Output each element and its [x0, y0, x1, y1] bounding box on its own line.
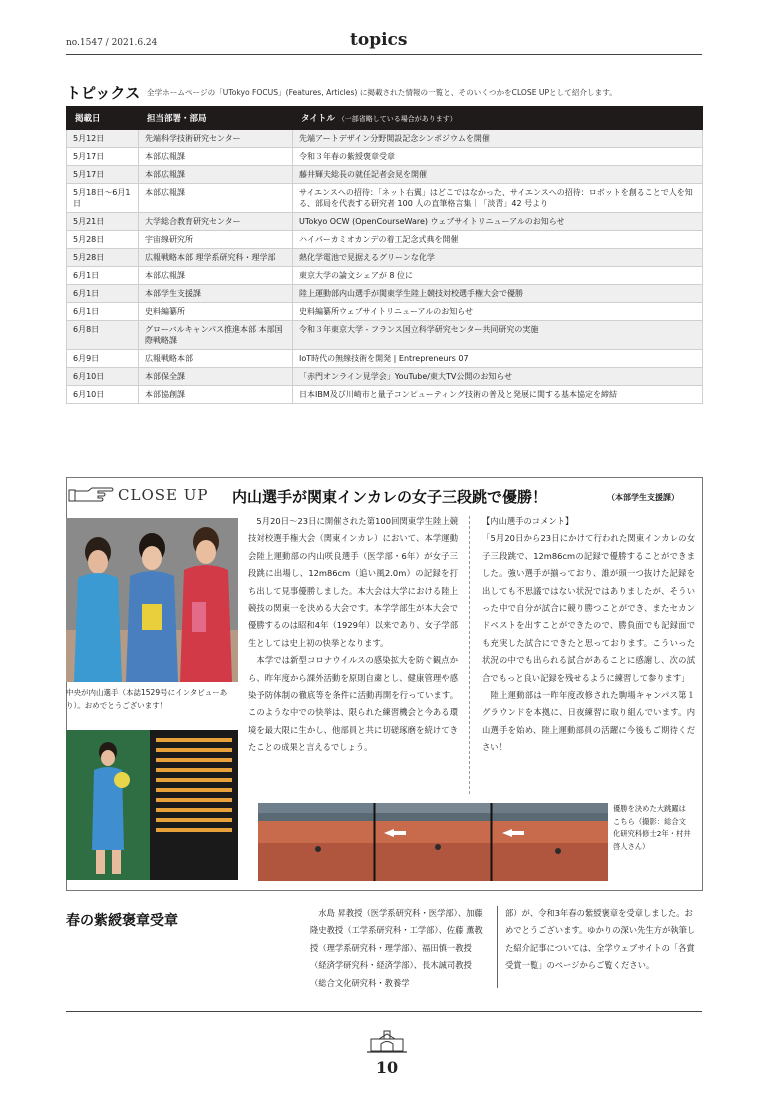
podium-photo-art: [66, 518, 238, 682]
cell-date: 6月10日: [67, 368, 139, 386]
cell-date: 5月28日: [67, 249, 139, 267]
cell-date: 6月8日: [67, 321, 139, 350]
column-header-title: [293, 107, 703, 130]
table-header-row: [67, 107, 703, 130]
table-row: [67, 285, 703, 303]
cell-title[interactable]: 「赤門オンライン見学会」YouTube/東大TV公開のお知らせ: [293, 368, 703, 386]
cell-title[interactable]: 令和３年春の紫綬褒章受章: [293, 148, 703, 166]
issue-number: no.1547 / 2021.6.24: [66, 38, 158, 48]
cell-date: 6月9日: [67, 350, 139, 368]
table-row: [67, 148, 703, 166]
cell-date: 6月1日: [67, 267, 139, 285]
header-rule: [66, 54, 702, 55]
column-header-title-text: タイトル: [301, 114, 335, 124]
award-body-first: 水島 昇教授（医学系研究科・医学部）、加藤隆史教授（工学系研究科・工学部）、佐藤 薫教授（理学系研究科・理学部）、福田慎一教授（経済学研究科・経済学部）、長木誠司教授（総合文化研究科・教養学: [310, 908, 483, 988]
closeup-body-main: 5月20日～23日に開催された第100回関東学生陸上競技対校選手権大会（関東インカレ）において、本学運動会陸上運動部の内山咲良選手（医学部・6年）が女子三段跳に出場し、12m86cm（追い風2.0m）の記録を打ち出して見事優勝しました。本大会は大学における陸上競技の関東一を決める大会です。本学学部生が本大会で優勝するのは昭和4年（1929年）以来であり、女子学部生としては史上初の快挙となります。 本学では新型コロナウイルスの感染拡大を防ぐ観点から、昨年度から課外活動を原則自粛とし、健康管理や感染予防体制の徹底等を条件に活動再開を行っています。このような中での快挙は、限られた練習機会と今ある環境を最大限に生かし、他部員と共に切磋琢磨を続けてきたことの成果と言えるでしょう。: [248, 516, 458, 753]
cell-dept: 大学総合教育研究センター: [139, 213, 293, 231]
cell-title[interactable]: UTokyo OCW (OpenCourseWare) ウェブサイトリニューアルのお知らせ: [293, 213, 703, 231]
trophy-photo: [66, 730, 238, 880]
cell-dept: 史料編纂所: [139, 303, 293, 321]
cell-date: 5月18日～6月1日: [67, 184, 139, 213]
column-header-dept: 担当部署・部局: [139, 107, 293, 130]
cell-title[interactable]: 史料編纂所ウェブサイトリニューアルのお知らせ: [293, 303, 703, 321]
cell-title[interactable]: 熱化学電池で見据えるグリーンな化学: [293, 249, 703, 267]
cell-dept: 広報戦略本部: [139, 350, 293, 368]
cell-date: 6月1日: [67, 285, 139, 303]
footer-rule: [66, 1011, 702, 1012]
yasuda-auditorium-icon: [367, 1029, 407, 1055]
cell-title[interactable]: 藤井輝夫総長の就任記者会見を開催: [293, 166, 703, 184]
cell-title[interactable]: サイエンスへの招待：「ネット右翼」はどこではなかった、サイエンスへの招待：ロボットを創ることで人を知る、部局を代表する研究者 100 人の直筆格言集｜「淡青」42 号より: [293, 184, 703, 213]
cell-dept: 先端科学技術研究センター: [139, 130, 293, 148]
cell-title[interactable]: 令和３年東京大学 - フランス国立科学研究センター共同研究の実施: [293, 321, 703, 350]
cell-dept: 本部広報課: [139, 184, 293, 213]
podium-photo: [66, 518, 238, 682]
cell-title[interactable]: 東京大学の論文シェアが 8 位に: [293, 267, 703, 285]
column-header-date: 掲載日: [67, 107, 139, 130]
cell-date: 5月21日: [67, 213, 139, 231]
table-row: [67, 368, 703, 386]
cell-dept: 本部学生支援課: [139, 285, 293, 303]
cell-date: 5月12日: [67, 130, 139, 148]
cell-dept: グローバルキャンパス推進本部 本部国際戦略課: [139, 321, 293, 350]
section-title: topics: [350, 30, 408, 50]
podium-photo-caption: 中央が内山選手（本誌1529号にインタビューあり）。おめでとうございます！: [66, 688, 228, 710]
cell-date: 5月28日: [67, 231, 139, 249]
cell-date: 5月17日: [67, 166, 139, 184]
cell-dept: 本部広報課: [139, 267, 293, 285]
table-row: [67, 213, 703, 231]
closeup-dept: （本部学生支援課）: [607, 493, 679, 502]
table-row: [67, 321, 703, 350]
table-row: [67, 386, 703, 404]
cell-date: 6月10日: [67, 386, 139, 404]
cell-dept: 宇宙線研究所: [139, 231, 293, 249]
pointing-hand-icon: [68, 486, 114, 504]
table-row: [67, 231, 703, 249]
cell-date: 6月1日: [67, 303, 139, 321]
topics-heading: トピックス: [66, 84, 141, 102]
table-row: [67, 350, 703, 368]
column-divider: [469, 516, 470, 794]
cell-dept: 本部広報課: [139, 166, 293, 184]
closeup-label: CLOSE UP: [118, 486, 209, 504]
closeup-body-comment: 【内山選手のコメント】 「5月20日から23日にかけて行われた関東インカレの女子三段跳で、12m86cmの記録で優勝することができました。強い選手が揃っており、誰が頭一つ抜けた記録を出しても不思議ではない状況ではありましたが、そういった中で自分が試合に競り勝つことができ、またセカンドベストを出すことができたので、勝負面でも記録面でも充実した試合にできたと思っております。こういった状況の中でも出られる試合があることに感謝し、次の試合でもっと良い記録を残せるように練習して参ります」 陸上運動部は一昨年度改修された駒場キャンパス第１グラウンドを本拠に、日夜練習に取り組んでいます。内山選手を始め、陸上運動部員の活躍に今後もご期待ください！: [482, 516, 695, 753]
cell-title[interactable]: 陸上運動部内山選手が関東学生陸上競技対校選手権大会で優勝: [293, 285, 703, 303]
table-row: [67, 249, 703, 267]
page-number: 10: [375, 1058, 399, 1077]
jump-sequence-art: [258, 803, 608, 881]
table-row: [67, 267, 703, 285]
cell-title[interactable]: 日本IBM及び川崎市と量子コンピューティング技術の普及と発展に関する基本協定を締結: [293, 386, 703, 404]
column-header-title-note: （一部省略している場合があります）: [337, 115, 457, 123]
table-row: [67, 166, 703, 184]
table-row: [67, 184, 703, 213]
cell-title[interactable]: IoT時代の無線技術を開発 | Entrepreneurs 07: [293, 350, 703, 368]
table-row: [67, 303, 703, 321]
cell-title[interactable]: ハイパーカミオカンデの着工記念式典を開催: [293, 231, 703, 249]
topics-intro: 全学ホームページの「UTokyo FOCUS」(Features, Articles) に掲載された情報の一覧と、そのいくつかをCLOSE UPとして紹介します。: [147, 88, 617, 97]
award-body-second: 部）が、令和3年春の紫綬褒章を受章しました。おめでとうございます。ゆかりの深い先生方が執筆した紹介記事については、全学ウェブサイトの「各賞受賞一覧」のページからご覧ください。: [505, 908, 696, 971]
cell-title[interactable]: 先端アートデザイン分野開設記念シンポジウムを開催: [293, 130, 703, 148]
jump-sequence-photos: [258, 803, 608, 881]
closeup-title: 内山選手が関東インカレの女子三段跳で優勝！: [232, 488, 548, 506]
cell-dept: 本部協創課: [139, 386, 293, 404]
award-divider: [497, 906, 498, 988]
topics-table: [66, 106, 703, 404]
cell-dept: 本部保全課: [139, 368, 293, 386]
table-row: [67, 130, 703, 148]
trophy-photo-art: [66, 730, 238, 880]
award-heading: 春の紫綬褒章受章: [66, 913, 178, 929]
cell-dept: 広報戦略本部 理学系研究科・理学部: [139, 249, 293, 267]
cell-dept: 本部広報課: [139, 148, 293, 166]
cell-date: 5月17日: [67, 148, 139, 166]
jump-sequence-caption: 優勝を決めた大跳躍はこちら（撮影：総合文化研究科修士2年・村井啓人さん）: [613, 804, 691, 851]
